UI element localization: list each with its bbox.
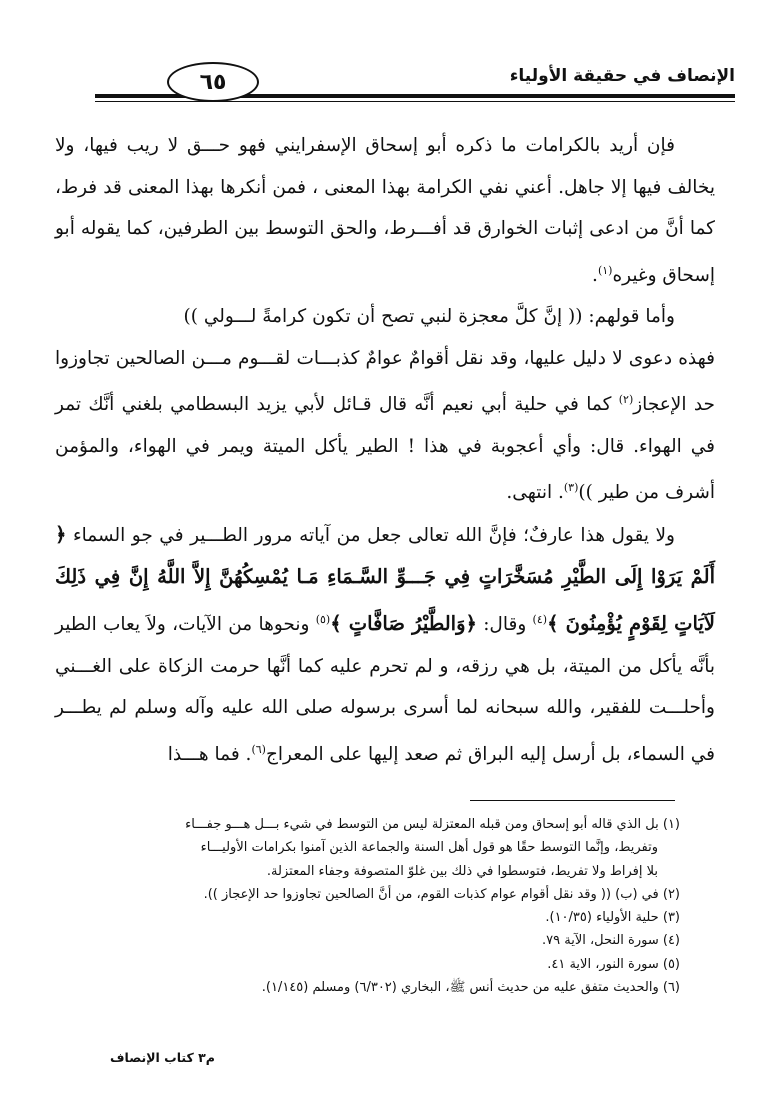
main-text xyxy=(55,125,715,775)
paragraph-2: وأما قولهم: (( إنَّ كلَّ معجزة لنبي تصح أن تكون كرامةً لـــولي )) xyxy=(183,306,675,328)
footnote-6: (٦) والحديث متفق عليه من حديث أنس ﷺ، البخاري (٦/٣٠٢) ومسلم (١/١٤٥). xyxy=(261,980,680,996)
footnote-1: (١) بل الذي قاله أبو إسحاق ومن قبله المعتزلة ليس من التوسط في شيء بـــل هـــو جفـــاء xyxy=(185,817,680,832)
footnote-4: (٤) سورة النحل، الآية ٧٩. xyxy=(541,933,680,949)
paragraph-3: فهذه دعوى لا دليل عليها، وقد نقل أقوامٌ عوامٌ كذبـــات لقـــوم مـــن الصالحين تجاوزوا حد الإعجاز$^{(٢)}$ كما في حلية أبي نعيم أنَّه قال قـائل لأبي يزيد البسطامي بلغني أنَّك تمر في الهواء. قال: وأي أعجوبة في هذا ! الطير يأكل الميتة ويمر في الهواء، والمؤمن أشرف من طير ))$^{(٣)}$. انتهى. xyxy=(55,347,715,504)
footnote-5: (٥) سورة النور، الاية ٤١. xyxy=(547,956,680,972)
footnote-ref-1: (١) xyxy=(597,263,613,277)
footnote-ref-3: (٣) xyxy=(563,481,579,495)
page-number: ٦٥ xyxy=(167,62,259,102)
footnote-1-cont-b: بلا إفراط ولا تفريط، فتوسطوا في ذلك بين غلوّ المتصوفة وجفاء المعتزلة. xyxy=(266,863,658,879)
header-rule-thin xyxy=(95,101,735,102)
signature-mark: م٣ كتاب الإنصاف xyxy=(110,1050,215,1065)
footnote-3: (٣) حلية الأولياء (١٠/٣٥). xyxy=(545,910,680,926)
footnote-ref-5: (٥) xyxy=(315,612,331,626)
footnote-ref-4: (٤) xyxy=(532,612,548,626)
footnote-ref-2: (٢) xyxy=(618,393,634,407)
paragraph-4: ولا يقول هذا عارفٌ؛ فإنَّ الله تعالى جعل من آياته مرور الطـــير في جو السماء ﴿ أَلَمْ يَرَوْا إِلَى الطَّيْرِ مُسَخَّرَاتٍ فِي جَـــوِّ السَّـمَاءِ مَـا يُمْسِكُهُنَّ إِلاَّ اللَّهُ إِنَّ فِي ذَلِكَ لَآيَاتٍ لِقَوْمٍ يُؤْمِنُونَ ﴾$^{(٤)}$ وقال: ﴿وَالطَّيْرُ صَافَّاتٍ ﴾$^{(٥)}$ ونحوها من الآيات، ولاَ يعاب الطير بأنَّه يأكل من الميتة، بل هي رزقه، و لم تحرم عليه كما أنَّها حرمت الزكاة على الغـــني وأحلـــت للفقير، والله سبحانه لما أسرى برسوله صلى الله عليه وآله وسلم لم يطـــر في السماء، بل أرسل إليه البراق ثم صعد إليها على المعراج$^{(٦)}$. فما هـــذا xyxy=(55,522,715,765)
footnote-2: (٢) في (ب) (( وقد نقل أقوام عوام كذبات القوم، من أنَّ الصالحين تجاوزوا حد الإعجاز )). xyxy=(203,886,680,902)
footnotes xyxy=(90,813,680,999)
footnote-ref-6: (٦) xyxy=(251,742,266,756)
page-header xyxy=(95,66,735,106)
footnote-1-cont-a: وتفريط، وإنَّما التوسط حقًا هو قول أهل السنة والجماعة الذين آمنوا بكرامات الأوليـــاء xyxy=(200,840,658,856)
footnote-separator xyxy=(470,800,675,801)
quran-verse-1: ﴿ أَلَمْ يَرَوْا إِلَى الطَّيْرِ مُسَخَّرَاتٍ فِي جَـــوِّ السَّـمَاءِ مَـا يُمْسِكُهُنَّ إِلاَّ اللَّهُ إِنَّ فِي ذَلِكَ لَآيَاتٍ لِقَوْمٍ يُؤْمِنُونَ ﴾ xyxy=(55,522,715,636)
quran-verse-2: ﴿وَالطَّيْرُ صَافَّاتٍ ﴾ xyxy=(330,612,477,636)
running-title: الإنصاف في حقيقة الأولياء xyxy=(509,66,735,86)
paragraph-1: فإن أريد بالكرامات ما ذكره أبو إسحاق الإسفرايني فهو حـــق لا ريب فيها، ولا يخالف فيها إلا جاهل. أعني نفي الكرامة بهذا المعنى ، فمن أنكرها بهذا المعنى قد فرط، كما أنَّ من ادعى إثبات الخوارق قد أفـــرط، والحق التوسط بين الطرفين، كما يقوله أبو إسحاق وغيره$^{(١)}$. xyxy=(55,135,715,286)
